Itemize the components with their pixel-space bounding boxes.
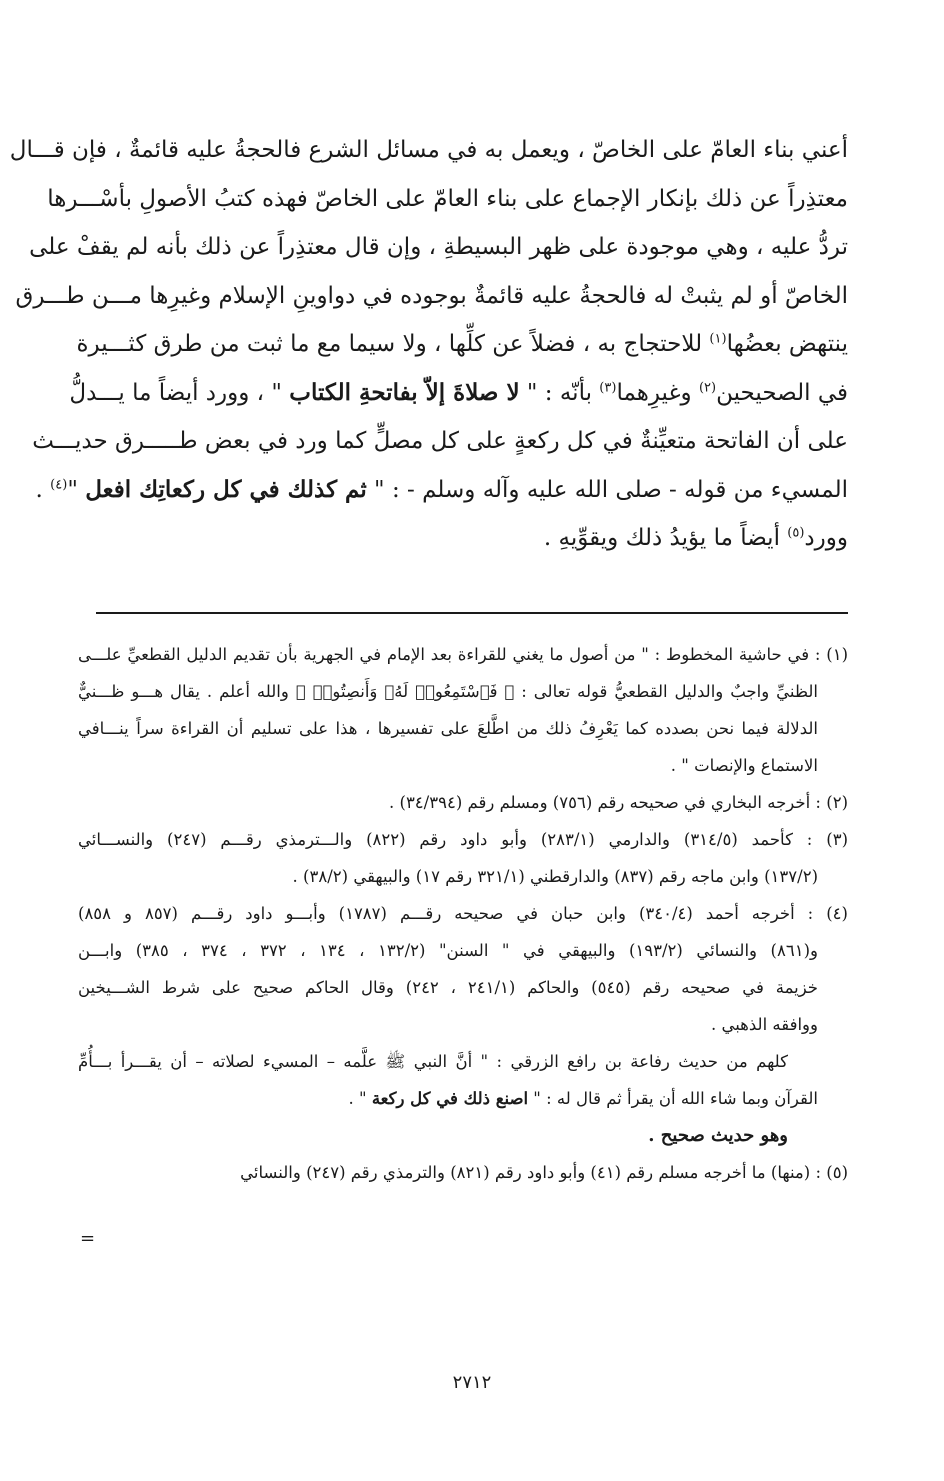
footnotes — [78, 636, 848, 1191]
hadith-quote-2: ثم كذلك في كل ركعاتِك افعل — [85, 475, 367, 503]
footnote-ref-2: (٢) — [698, 379, 717, 395]
footnote-1-line-2: الظنيِّ واجبٌ والدليل القطعيُّ قوله تعالى : ﴿ فَٱسْتَمِعُوا۟ لَهُۥ وَأَنصِتُوا۟ ﴾ والله أعلم . يقال هـــو ظـــنيٌّ — [78, 682, 818, 701]
footnote-4-line-1: (٤) : أخرجه أحمد (٣٤٠/٤) وابن حبان في صحيحه رقـــم (١٧٨٧) وأبـــو داود رقـــم (٨٥٧ و ٨٥٨) — [78, 904, 848, 923]
main-text — [9, 126, 848, 563]
main-line-4: الخاصّ أو لم يثبتْ له فالحجةُ عليه قائمةٌ بوجوده في دواوينِ الإسلام وغيرِها مـــن طـــرق — [15, 282, 848, 309]
footnote-1-line-3: الدلالة فيما نحن بصدده كما يَعْرِفُ ذلك من اطَّلعَ على تفسيرها ، هذا على تسليم أن القراءة سراً ينـــافي — [78, 719, 818, 738]
footnote-1-line-4: الاستماع والإنصات " . — [670, 756, 818, 775]
footnote-2: (٢) : أخرجه البخاري في صحيحه رقم (٧٥٦) ومسلم رقم (٣٤/٣٩٤) . — [389, 793, 848, 812]
footnote-4-verdict: وهو حديث صحيح . — [648, 1125, 788, 1146]
footnote-ref-4: (٤) — [50, 476, 68, 492]
footnote-1-line-1: (١) : في حاشية المخطوط : " من أصول ما يغني للقراءة بعد الإمام في الجهرية بأن تقديم الدليل القطعيِّ علـــى — [78, 645, 848, 664]
main-line-6: في الصحيحين$^{(٢)}$ وغيرِهما$^{(٣)}$ بأنّه : " لا صلاةَ إلاّ بفاتحةِ الكتاب " ، وورد أيضاً ما يـــدلُّ — [69, 378, 848, 406]
hadith-quote-1: لا صلاةَ إلاّ بفاتحةِ الكتاب — [289, 378, 520, 406]
hadith-quote-3: اصنع ذلك في كل ركعة — [371, 1089, 529, 1108]
footnote-3-line-2: (١٣٧/٢) وابن ماجه رقم (٨٣٧) والدارقطني (٣٢١/١ رقم ١٧) والبيهقي (٣٨/٢) . — [292, 867, 818, 886]
main-line-5: ينتهض بعضُها$^{(١)}$ للاحتجاج به ، فضلاً عن كلِّها ، ولا سيما مع ما ثبت من طرق كثـــيرة — [76, 331, 848, 357]
footnote-4-line-3: خزيمة في صحيحه رقم (٥٤٥) والحاكم (٢٤١/١ ، ٢٤٢) وقال الحاكم صحيح على شرط الشـــيخين — [78, 978, 819, 997]
main-line-7: على أن الفاتحة متعيِّنةٌ في كل ركعةٍ على كل مصلٍّ كما ورد في بعض طـــــرق حديـــث — [32, 428, 848, 454]
footnote-4-line-2: و(٨٦١) والنسائي (١٩٣/٢) والبيهقي في " السنن" (١٣٢/٢ ، ١٣٤ ، ٣٧٢ ، ٣٧٤ ، ٣٨٥) وابـــن — [78, 941, 818, 960]
footnote-ref-1: (١) — [709, 331, 727, 347]
main-line-9: وورد$^{(٥)}$ أيضاً ما يؤيدُ ذلك ويقوِّيهِ . — [543, 525, 848, 551]
main-line-8: المسيء من قوله - صلى الله عليه وآله وسلم - : " ثم كذلك في كل ركعاتِك افعل "$^{(٤)}$ . — [35, 475, 848, 503]
footnote-4-line-4: ووافقه الذهبي . — [710, 1015, 818, 1034]
continuation-mark: = — [80, 1228, 96, 1249]
footnote-ref-3: (٣) — [599, 379, 617, 395]
main-line-3: تردُّ عليه ، وهي موجودة على ظهر البسيطةِ ، وإن قال معتذِراً عن ذلك بأنه لم يقفْ على — [29, 234, 848, 260]
footnote-5: (٥) : (منها) ما أخرجه مسلم رقم (٤١) وأبو داود رقم (٨٢١) والترمذي رقم (٢٤٧) والنسائي — [240, 1163, 848, 1182]
footnote-divider — [96, 612, 848, 614]
footnote-3-line-1: (٣) : كأحمد (٣١٤/٥) والدارمي (٢٨٣/١) وأبو داود رقم (٨٢٢) والـــترمذي رقـــم (٢٤٧) والنســـائي — [78, 830, 849, 849]
main-line-2: معتذِراً عن ذلك بإنكار الإجماع على بناء العامّ على الخاصّ فهذه كتبُ الأصولِ بأسْـــرها — [47, 185, 848, 212]
footnote-4-sub-line-2: القرآن وبما شاء الله أن يقرأ ثم قال له : " اصنع ذلك في كل ركعة " . — [348, 1089, 818, 1108]
main-line-1: أعني بناء العامّ على الخاصّ ، ويعمل به في مسائل الشرع فالحجةُ عليه قائمةٌ ، فإن قـــال — [9, 137, 848, 163]
page-number: ٢٧١٢ — [452, 1372, 492, 1393]
footnote-4-sub-line-1: كلهم من حديث رفاعة بن رافع الزرقي : " أنَّ النبي ﷺ علَّمه – المسيء لصلاته – أن يقـــرأ بـــأُمِّ — [78, 1052, 788, 1071]
footnote-ref-5: (٥) — [787, 525, 805, 541]
